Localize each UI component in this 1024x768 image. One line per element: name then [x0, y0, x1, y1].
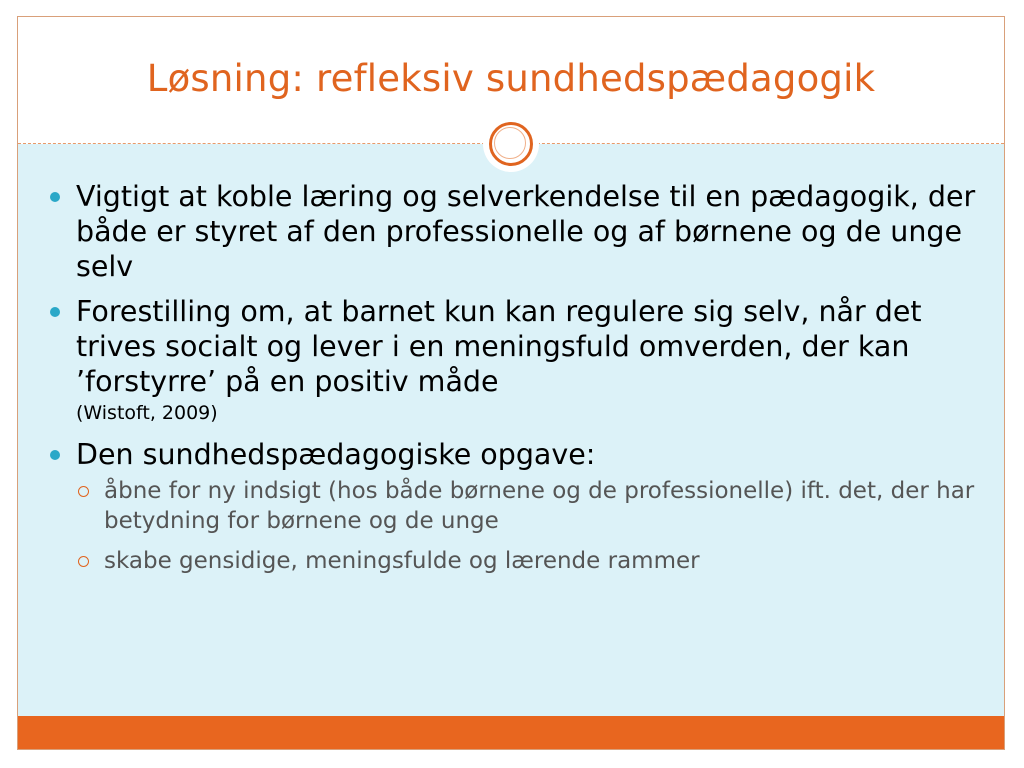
sub-bullet-text: åbne for ny indsigt (hos både børnene og de professionelle) ift. det, der har betydning for børnene og de unge [104, 478, 975, 534]
bullet-item [48, 294, 983, 427]
hollow-circle-bullet-icon [78, 556, 89, 567]
bullet-item [48, 437, 983, 576]
bullet-text: Vigtigt at koble læring og selverkendelse til en pædagogik, der både er styret af den professionelle og af børnene og de unge selv [76, 180, 976, 283]
bullet-dot-icon [50, 307, 60, 317]
bullet-text: Den sundhedspædagogiske opgave: [76, 438, 596, 471]
bullet-item [48, 179, 983, 284]
bullet-dot-icon [50, 192, 60, 202]
ornament-inner-ring [494, 127, 526, 159]
circle-ornament-icon [483, 116, 539, 172]
bullet-text: Forestilling om, at barnet kun kan regulere sig selv, når det trives socialt og lever i en meningsfuld omverden, der kan ’forstyrre’ på en positiv måde [76, 295, 922, 398]
bullet-dot-icon [50, 450, 60, 460]
hollow-circle-bullet-icon [78, 486, 89, 497]
slide [17, 16, 1005, 750]
bullet-list [48, 179, 983, 586]
sub-bullet-list [76, 476, 983, 576]
sub-bullet-item [76, 476, 983, 536]
sub-bullet-text: skabe gensidige, meningsfulde og lærende rammer [104, 548, 700, 574]
slide-title: Løsning: refleksiv sundhedspædagogik [146, 57, 876, 100]
citation: (Wistoft, 2009) [76, 402, 218, 424]
content-area [18, 144, 1004, 716]
sub-bullet-item [76, 546, 983, 576]
footer-bar [18, 716, 1004, 750]
